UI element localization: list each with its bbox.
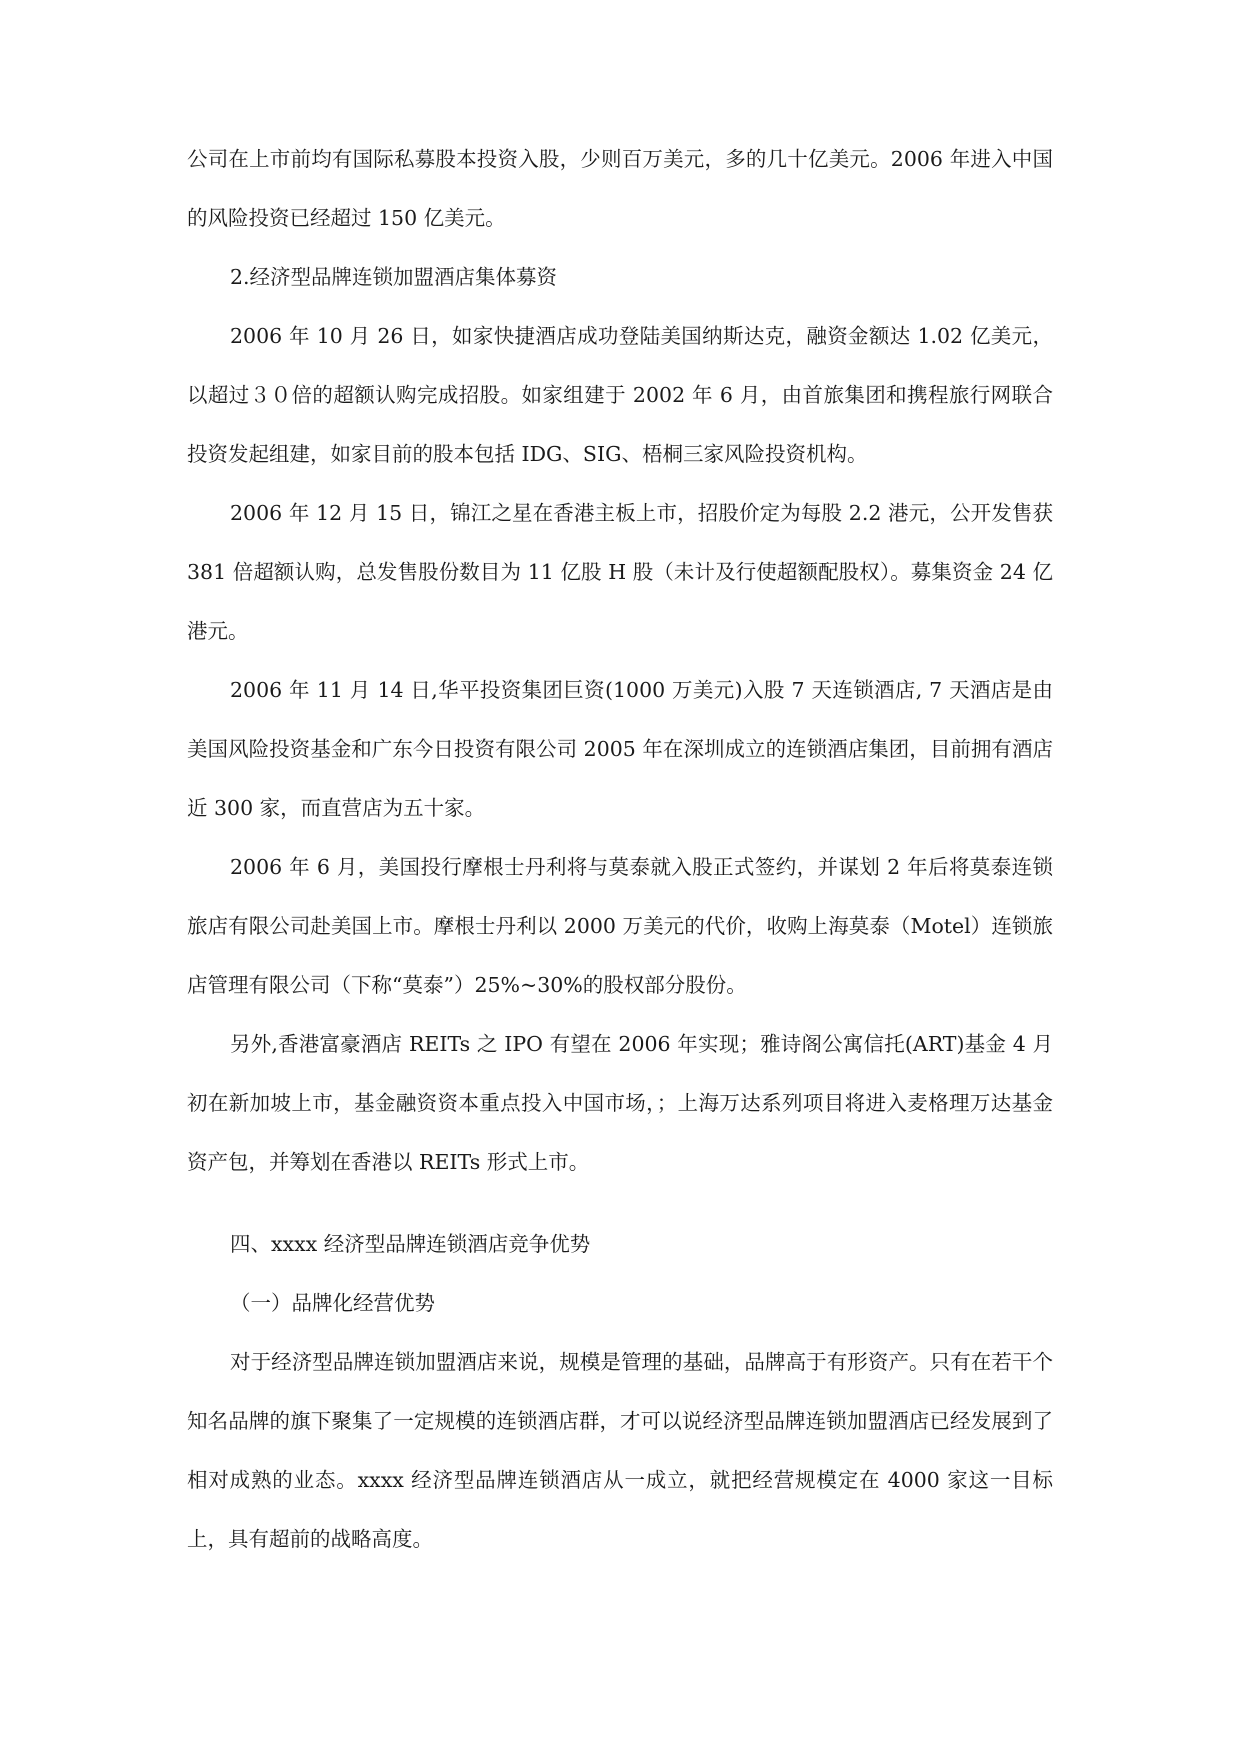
document-body (187, 130, 1053, 1569)
paragraph: 公司在上市前均有国际私募股本投资入股，少则百万美元，多的几十亿美元。2006 年进入中国的风险投资已经超过 150 亿美元。 (187, 147, 1053, 230)
paragraph: 对于经济型品牌连锁加盟酒店来说，规模是管理的基础，品牌高于有形资产。只有在若干个知名品牌的旗下聚集了一定规模的连锁酒店群，才可以说经济型品牌连锁加盟酒店已经发展到了相对成熟的业态。xxxx 经济型品牌连锁酒店从一成立，就把经营规模定在 4000 家这一目标上，具有超前的战略高度。 (187, 1350, 1053, 1551)
section-subheading: 2.经济型品牌连锁加盟酒店集体募资 (230, 265, 558, 289)
paragraph: 2006 年 6 月，美国投行摩根士丹利将与莫泰就入股正式签约，并谋划 2 年后将莫泰连锁旅店有限公司赴美国上市。摩根士丹利以 2000 万美元的代价，收购上海莫泰（Motel）连锁旅店管理有限公司（下称“莫泰”）25%~30%的股权部分股份。 (187, 855, 1053, 997)
paragraph: 2006 年 10 月 26 日，如家快捷酒店成功登陆美国纳斯达克，融资金额达 1.02 亿美元，以超过３０倍的超额认购完成招股。如家组建于 2002 年 6 月，由首旅集团和携程旅行网联合投资发起组建，如家目前的股本包括 IDG、SIG、梧桐三家风险投资机构。 (187, 324, 1053, 466)
section-heading: 四、xxxx 经济型品牌连锁酒店竞争优势 (230, 1232, 591, 1256)
section-spacer (187, 1192, 1053, 1215)
paragraph: 2006 年 11 月 14 日,华平投资集团巨资(1000 万美元)入股 7 天连锁酒店, 7 天酒店是由美国风险投资基金和广东今日投资有限公司 2005 年在深圳成立的连锁酒店集团，目前拥有酒店近 300 家，而直营店为五十家。 (187, 678, 1053, 820)
paragraph: 2006 年 12 月 15 日，锦江之星在香港主板上市，招股价定为每股 2.2 港元，公开发售获 381 倍超额认购，总发售股份数目为 11 亿股 H 股（未计及行使超额配股权）。募集资金 24 亿港元。 (187, 501, 1053, 643)
subsection-heading: （一）品牌化经营优势 (230, 1291, 435, 1315)
paragraph: 另外,香港富豪酒店 REITs 之 IPO 有望在 2006 年实现；雅诗阁公寓信托(ART)基金 4 月初在新加坡上市，基金融资资本重点投入中国市场，；上海万达系列项目将进入麦格理万达基金资产包，并筹划在香港以 REITs 形式上市。 (187, 1032, 1053, 1174)
